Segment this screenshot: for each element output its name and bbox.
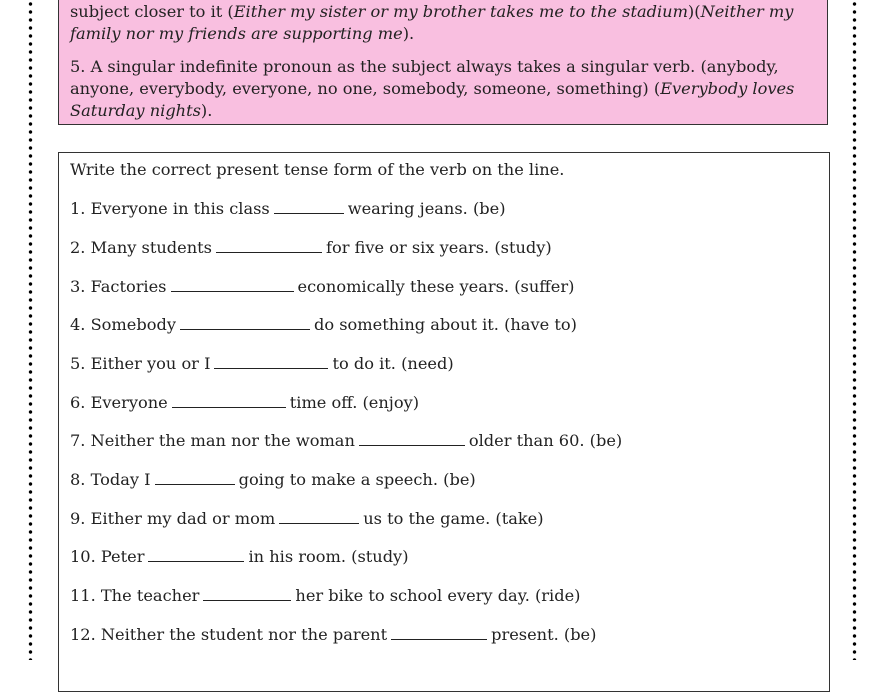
exercise-item: 8. Today I going to make a speech. (be) — [70, 470, 476, 489]
answer-blank[interactable] — [274, 199, 344, 214]
answer-blank[interactable] — [180, 315, 310, 330]
exercise-item: 10. Peter in his room. (study) — [70, 547, 409, 566]
right-dotted-border — [852, 0, 857, 660]
exercise-item: 7. Neither the man nor the woman older than 60. (be) — [70, 431, 623, 450]
rule-5: 5. A singular indefinite pronoun as the subject always takes a singular verb. (anybody, anyone, everybody, everyone, no one, somebody, someone, something) (Everybody loves Saturday nights). — [70, 57, 795, 120]
answer-blank[interactable] — [359, 431, 465, 446]
rule-4-continuation: subject closer to it (Either my sister or my brother takes me to the stadium)(Neither my family nor my friends are supporting me). — [70, 2, 794, 43]
answer-blank[interactable] — [171, 277, 294, 292]
exercise-instruction: Write the correct present tense form of the verb on the line. — [70, 160, 565, 179]
answer-blank[interactable] — [148, 547, 244, 562]
exercise-item: 5. Either you or I to do it. (need) — [70, 354, 454, 373]
exercise-item: 11. The teacher her bike to school every day. (ride) — [70, 586, 581, 605]
answer-blank[interactable] — [279, 509, 359, 524]
answer-blank[interactable] — [214, 354, 328, 369]
answer-blank[interactable] — [155, 470, 235, 485]
exercise-item: 4. Somebody do something about it. (have to) — [70, 315, 577, 334]
exercise-item: 12. Neither the student nor the parent present. (be) — [70, 625, 597, 644]
exercise-item: 1. Everyone in this class wearing jeans. (be) — [70, 199, 506, 218]
exercise-item: 6. Everyone time off. (enjoy) — [70, 393, 420, 412]
exercise-box — [58, 152, 830, 692]
left-dotted-border — [28, 0, 33, 660]
exercise-item: 2. Many students for five or six years. (study) — [70, 238, 552, 257]
answer-blank[interactable] — [203, 586, 291, 601]
answer-blank[interactable] — [391, 625, 487, 640]
answer-blank[interactable] — [172, 393, 286, 408]
exercise-item: 3. Factories economically these years. (suffer) — [70, 277, 575, 296]
answer-blank[interactable] — [216, 238, 322, 253]
grammar-rules-box — [58, 0, 828, 125]
exercise-item: 9. Either my dad or mom us to the game. (take) — [70, 509, 544, 528]
